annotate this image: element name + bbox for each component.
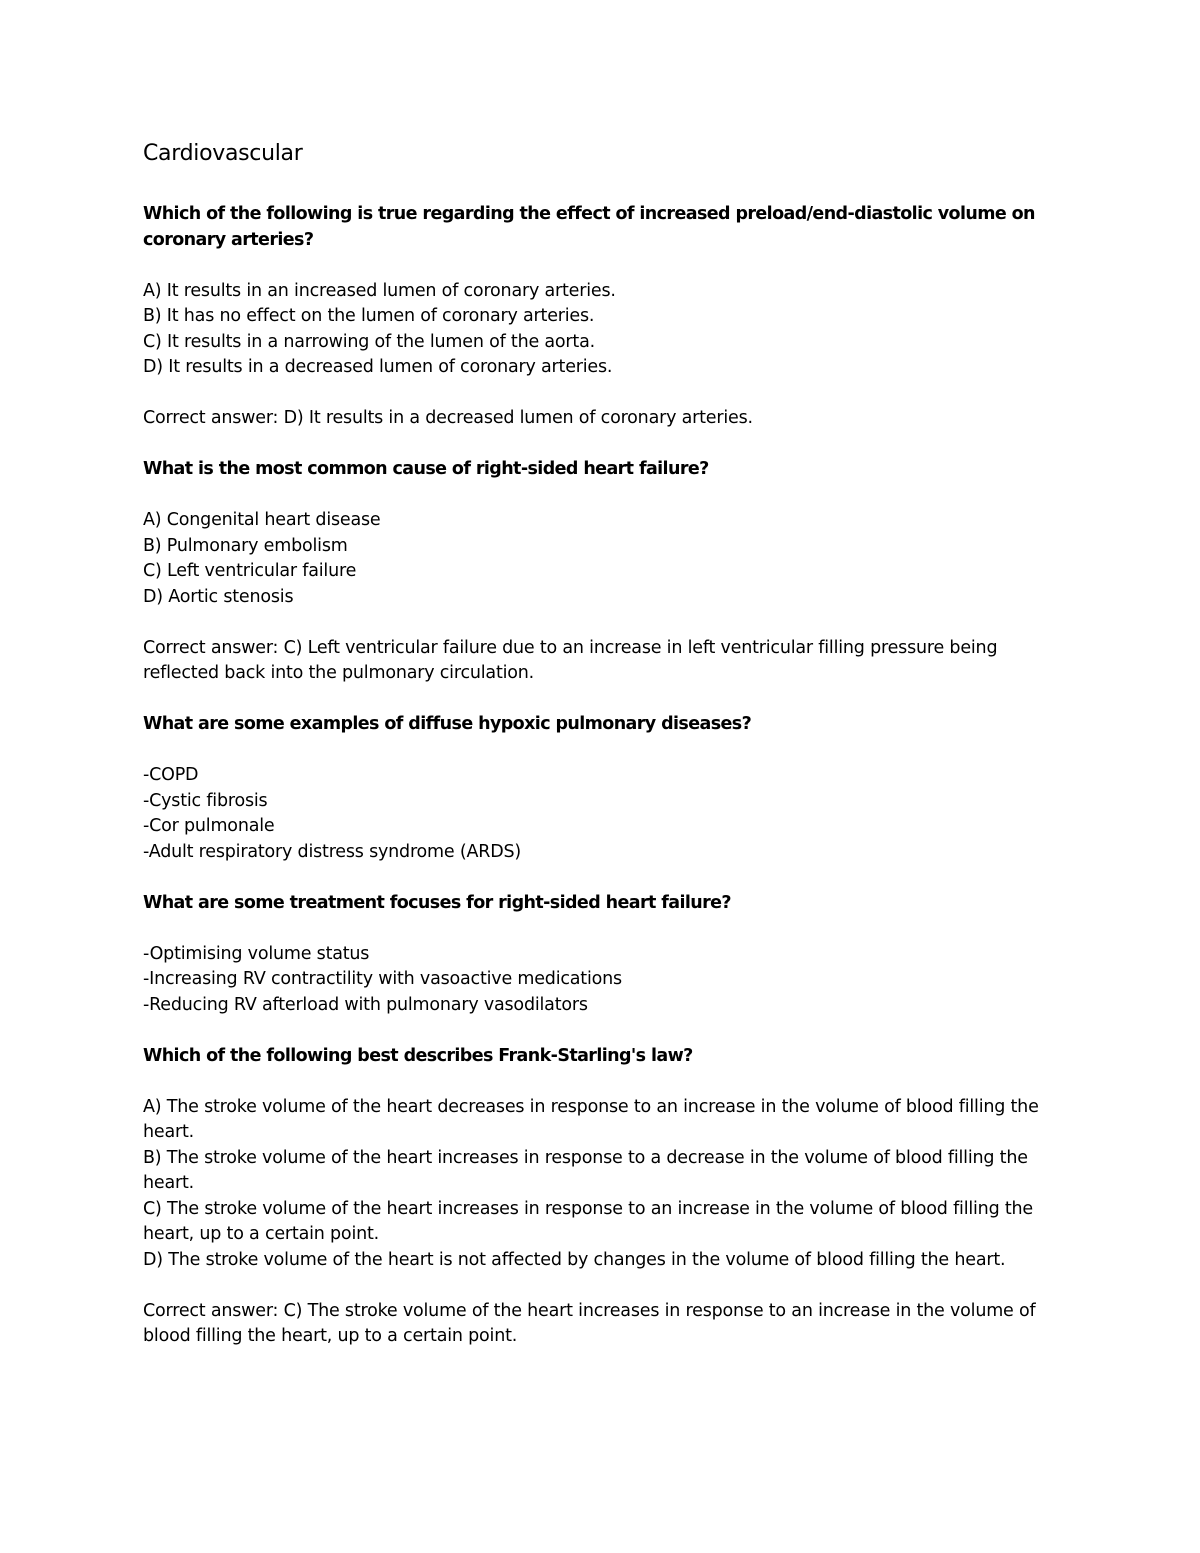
option-c: C) The stroke volume of the heart increases in response to an increase in the volume of blood filling the heart, up to a certain point.	[143, 1198, 1033, 1244]
question-text: Which of the following is true regarding the effect of increased preload/end-diastolic volume on coronary arteries?	[143, 204, 1035, 250]
option-a: A) Congenital heart disease	[143, 510, 381, 530]
bullet-list	[143, 942, 1063, 1019]
document-title: Cardiovascular	[143, 141, 303, 166]
list-item: -Increasing RV contractility with vasoactive medications	[143, 969, 622, 989]
option-a: A) The stroke volume of the heart decreases in response to an increase in the volume of blood filling the heart.	[143, 1096, 1039, 1142]
question-block-1	[143, 202, 1063, 432]
option-d: D) The stroke volume of the heart is not affected by changes in the volume of blood filling the heart.	[143, 1249, 1006, 1270]
option-c: C) It results in a narrowing of the lumen of the aorta.	[143, 331, 595, 352]
list-item: -COPD	[143, 765, 199, 785]
option-list	[143, 279, 1063, 381]
option-a: A) It results in an increased lumen of coronary arteries.	[143, 280, 616, 301]
option-b: B) The stroke volume of the heart increases in response to a decrease in the volume of blood filling the heart.	[143, 1147, 1028, 1193]
question-text: What are some examples of diffuse hypoxic pulmonary diseases?	[143, 714, 752, 734]
question-text: Which of the following best describes Frank-Starling's law?	[143, 1045, 693, 1066]
list-item: -Cor pulmonale	[143, 816, 275, 836]
question-block-4	[143, 891, 1063, 1019]
document-page	[143, 138, 1063, 1375]
correct-answer: Correct answer: C) Left ventricular failure due to an increase in left ventricular filling pressure being reflected back into the pulmonary circulation.	[143, 637, 998, 683]
correct-answer: Correct answer: C) The stroke volume of the heart increases in response to an increase in the volume of blood filling the heart, up to a certain point.	[143, 1300, 1036, 1346]
option-c: C) Left ventricular failure	[143, 561, 357, 581]
option-b: B) Pulmonary embolism	[143, 535, 348, 556]
option-d: D) It results in a decreased lumen of coronary arteries.	[143, 357, 613, 377]
question-block-2	[143, 457, 1063, 687]
question-text: What are some treatment focuses for right-sided heart failure?	[143, 892, 731, 913]
question-text: What is the most common cause of right-sided heart failure?	[143, 459, 709, 479]
list-item: -Optimising volume status	[143, 943, 370, 964]
list-item: -Reducing RV afterload with pulmonary vasodilators	[143, 994, 588, 1015]
bullet-list	[143, 763, 1063, 865]
question-block-5	[143, 1044, 1063, 1350]
option-list	[143, 508, 1063, 610]
option-d: D) Aortic stenosis	[143, 586, 294, 607]
option-b: B) It has no effect on the lumen of coronary arteries.	[143, 306, 595, 326]
question-block-3	[143, 712, 1063, 865]
option-list	[143, 1095, 1063, 1274]
correct-answer: Correct answer: D) It results in a decreased lumen of coronary arteries.	[143, 408, 753, 428]
list-item: -Cystic fibrosis	[143, 790, 268, 811]
list-item: -Adult respiratory distress syndrome (ARDS)	[143, 841, 522, 862]
